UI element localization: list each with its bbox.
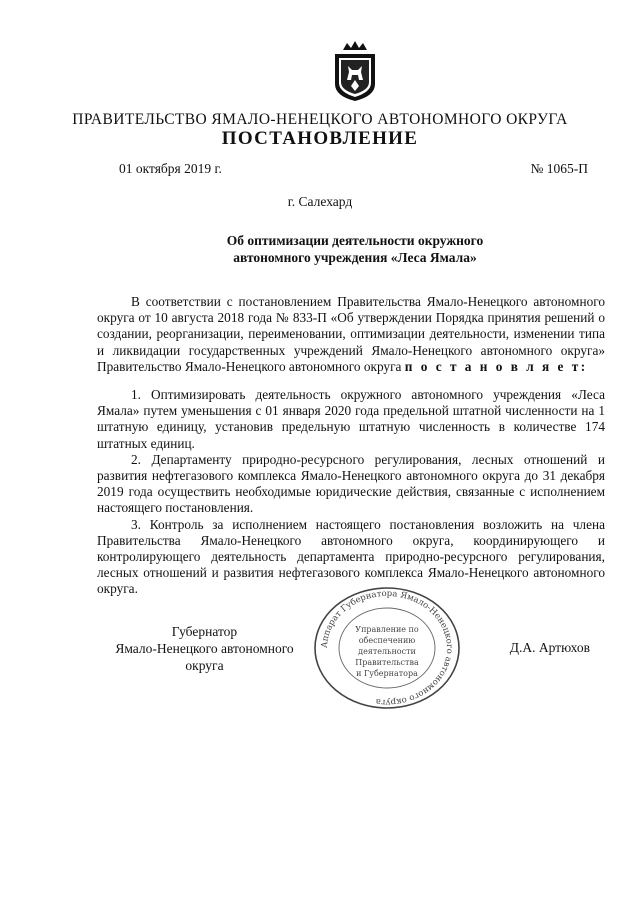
stamp-line-5: и Губернатора (356, 669, 418, 678)
subject-line-1: Об оптимизации деятельности окружного (226, 233, 484, 248)
document-body (97, 294, 605, 598)
item-2-paragraph: 2. Департаменту природно-ресурсного регулирования, лесных отношений и развития нефтегазового комплекса Ямало-Ненецкого автономного округа до 31 декабря 2019 года осуществить необходимые юридические действия, связанные с исполнением настоящего постановления. (97, 451, 605, 516)
stamp-line-2: обеспечению (358, 636, 416, 645)
stamp-ring-path: Аппарат Губернатора Ямало-Ненецкого автономного округа (319, 588, 455, 708)
document-subject (100, 232, 610, 266)
item-3-paragraph: 3. Контроль за исполнением настоящего постановления возложить на члена Правительства Ямало-Ненецкого автономного округа, координирующего и контролирующего деятельность департамента природно-ресурсного регулирования, лесных отношений и развития нефтегазового комплекса Ямало-Ненецкого автономного округа. (97, 516, 605, 597)
government-title: ПРАВИТЕЛЬСТВО ЯМАЛО-НЕНЕЦКОГО АВТОНОМНОГО ОКРУГА (72, 111, 568, 128)
stamp-line-3: деятельности (358, 647, 416, 656)
preamble-paragraph (97, 294, 605, 375)
item-1-paragraph: 1. Оптимизировать деятельность окружного автономного учреждения «Леса Ямала» путем уменьшения с 01 января 2020 года предельной штатной численности на 1 штатную единицу, установив предельную штатную численность в количестве 174 штатных единиц. (97, 387, 605, 451)
document-date: 01 октября 2019 г. (119, 161, 222, 176)
stamp-line-1: Управление по (355, 625, 419, 634)
signatory-name: Д.А. Артюхов (509, 640, 590, 655)
coat-of-arms-icon (331, 40, 379, 102)
resolves-phrase: п о с т а н о в л я е т: (404, 358, 588, 374)
subject-line-2: автономного учреждения «Леса Ямала» (233, 250, 477, 265)
document-type: ПОСТАНОВЛЕНИЕ (221, 128, 419, 149)
signatory-role-line-1: Губернатор (171, 624, 238, 639)
document-city: г. Салехард (287, 194, 353, 209)
stamp-line-4: Правительства (355, 658, 419, 667)
official-stamp (312, 586, 462, 710)
signatory-role (97, 623, 312, 674)
signatory-role-line-2: Ямало-Ненецкого автономного округа (115, 641, 294, 673)
preamble-text: В соответствии с постановлением Правительства Ямало-Ненецкого автономного округа от 10 августа 2018 года № 833-П «Об утверждении Порядка принятия решений о создании, реорганизации, переименовании, оптимизации деятельности, изменении типа и ликвидации государственных учреждений Ямало-Ненецкого автономного округа» Правительство Ямало-Ненецкого автономного округа (97, 294, 605, 374)
document-number: № 1065-П (530, 161, 588, 176)
